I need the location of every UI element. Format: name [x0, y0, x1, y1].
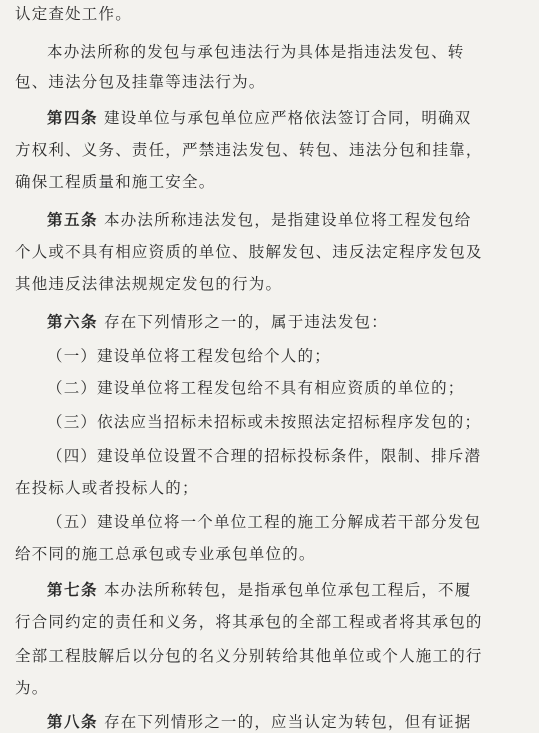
text-line: 行合同约定的责任和义务，将其承包的全部工程或者将其承包的 [15, 613, 483, 631]
article-4-line: 第四条 建设单位与承包单位应严格依法签订合同，明确双 [47, 108, 472, 127]
text-line: 认定查处工作。 [15, 5, 132, 23]
article-heading: 第五条 [47, 210, 99, 229]
article-heading: 第八条 [47, 712, 99, 731]
text-line: 本办法所称的发包与承包违法行为具体是指违法发包、转 [47, 43, 465, 61]
list-item: （一）建设单位将工程发包给个人的； [47, 347, 331, 365]
list-item: （二）建设单位将工程发包给不具有相应资质的单位的； [47, 379, 465, 397]
article-6-line: 第六条 存在下列情形之一的，属于违法发包： [47, 312, 388, 331]
list-item: （四）建设单位设置不合理的招标投标条件，限制、排斥潜 [47, 447, 482, 465]
list-item: （五）建设单位将一个单位工程的施工分解成若干部分发包 [47, 513, 482, 531]
list-item: （三）依法应当招标未招标或未按照法定招标程序发包的； [47, 413, 482, 431]
article-heading: 第六条 [47, 312, 99, 331]
article-5-line: 第五条 本办法所称违法发包，是指建设单位将工程发包给 [47, 210, 472, 229]
text-line: 其他违反法律法规规定发包的行为。 [15, 275, 283, 293]
text-line: 在投标人或者投标人的； [15, 479, 199, 497]
text-line: 确保工程质量和施工安全。 [15, 173, 216, 191]
text-line: 包、违法分包及挂靠等违法行为。 [15, 73, 266, 91]
article-heading: 第七条 [47, 580, 99, 599]
text-line: 为。 [15, 679, 49, 697]
article-7-line: 第七条 本办法所称转包，是指承包单位承包工程后，不履 [47, 580, 472, 599]
text-line: 给不同的施工总承包或专业承包单位的。 [15, 545, 316, 563]
text-line: 方权利、义务、责任，严禁违法发包、转包、违法分包和挂靠， [15, 141, 483, 159]
text-line: 个人或不具有相应资质的单位、肢解发包、违反法定程序发包及 [15, 243, 483, 261]
text-line: 全部工程肢解后以分包的名义分别转给其他单位或个人施工的行 [15, 647, 483, 665]
article-heading: 第四条 [47, 108, 99, 127]
article-8-line: 第八条 存在下列情形之一的，应当认定为转包，但有证据 [47, 712, 472, 731]
